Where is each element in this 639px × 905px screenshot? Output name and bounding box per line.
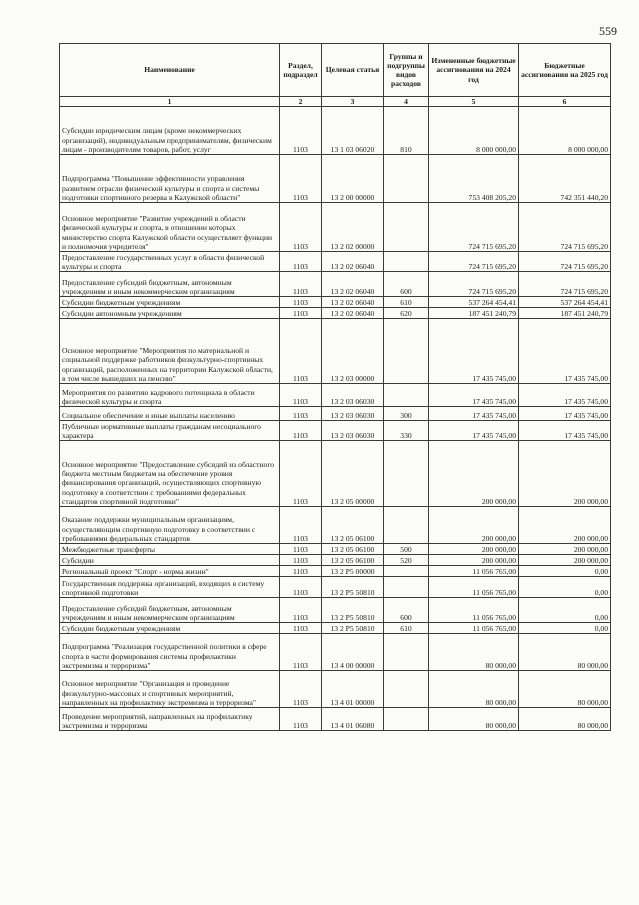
- row-name: Мероприятия по развитию кадрового потенциала в области физической культуры и спорта: [60, 384, 280, 407]
- row-group: [384, 203, 429, 252]
- row-group: [384, 155, 429, 203]
- table-row: [60, 441, 611, 507]
- column-number: 1: [60, 97, 280, 107]
- row-section: 1103: [280, 566, 322, 577]
- page-number: 559: [599, 24, 617, 38]
- row-amount-2025: 200 000,00: [519, 555, 611, 566]
- row-target: 13 4 01 00000: [322, 671, 384, 708]
- row-section: 1103: [280, 441, 322, 507]
- table-row: [60, 107, 611, 155]
- row-amount-2025: 187 451 240,79: [519, 308, 611, 319]
- row-target: 13 2 P5 50810: [322, 623, 384, 634]
- row-amount-2025: 0,00: [519, 598, 611, 623]
- row-amount-2024: 11 056 765,00: [429, 598, 519, 623]
- row-group: 600: [384, 598, 429, 623]
- row-amount-2025: 0,00: [519, 577, 611, 598]
- row-group: [384, 634, 429, 671]
- table-row: [60, 407, 611, 421]
- row-amount-2025: 0,00: [519, 566, 611, 577]
- row-section: 1103: [280, 203, 322, 252]
- row-group: [384, 441, 429, 507]
- header-section: Раздел, подраздел: [280, 44, 322, 97]
- row-amount-2024: 17 435 745,00: [429, 319, 519, 384]
- row-amount-2025: 0,00: [519, 623, 611, 634]
- table-row: [60, 272, 611, 297]
- row-amount-2024: 187 451 240,79: [429, 308, 519, 319]
- table-row: [60, 308, 611, 319]
- row-section: 1103: [280, 384, 322, 407]
- row-amount-2025: 724 715 695,20: [519, 252, 611, 272]
- row-section: 1103: [280, 252, 322, 272]
- row-group: [384, 566, 429, 577]
- row-amount-2025: 200 000,00: [519, 544, 611, 555]
- row-section: 1103: [280, 623, 322, 634]
- table-row: [60, 566, 611, 577]
- row-section: 1103: [280, 577, 322, 598]
- row-target: 13 2 03 00000: [322, 319, 384, 384]
- row-name: Субсидии юридическим лицам (кроме некоммерческих организаций), индивидуальным предпринимателям, физическим лицам - производителям товаров, работ, услуг: [60, 107, 280, 155]
- table-row: [60, 297, 611, 308]
- row-section: 1103: [280, 598, 322, 623]
- table-row: [60, 623, 611, 634]
- row-name: Основное мероприятие "Мероприятия по материальной и социальной поддержке работников физкультурно-спортивных организаций, расположенных на территории Калужской области, в том числе вышедших на пенсию": [60, 319, 280, 384]
- row-name: Оказание поддержки муниципальным организациям, осуществляющим спортивную подготовку в соответствии с требованиями федеральных стандартов: [60, 507, 280, 544]
- row-amount-2025: 17 435 745,00: [519, 421, 611, 441]
- row-amount-2024: 80 000,00: [429, 708, 519, 731]
- table-row: [60, 555, 611, 566]
- header-name: Наименование: [60, 44, 280, 97]
- row-name: Проведение мероприятий, направленных на профилактику экстремизма и терроризма: [60, 708, 280, 731]
- row-amount-2025: 80 000,00: [519, 671, 611, 708]
- row-target: 13 2 02 06040: [322, 308, 384, 319]
- row-amount-2024: 724 715 695,20: [429, 272, 519, 297]
- row-name: Предоставление государственных услуг в области физической культуры и спорта: [60, 252, 280, 272]
- row-target: 13 2 02 00000: [322, 203, 384, 252]
- row-name: Субсидии бюджетным учреждениям: [60, 297, 280, 308]
- row-amount-2025: 200 000,00: [519, 507, 611, 544]
- column-number: 3: [322, 97, 384, 107]
- header-target: Целевая статья: [322, 44, 384, 97]
- row-target: 13 2 P5 00000: [322, 566, 384, 577]
- row-section: 1103: [280, 155, 322, 203]
- row-amount-2024: 80 000,00: [429, 671, 519, 708]
- row-amount-2024: 17 435 745,00: [429, 407, 519, 421]
- table-row: [60, 203, 611, 252]
- row-group: [384, 384, 429, 407]
- row-section: 1103: [280, 634, 322, 671]
- row-section: 1103: [280, 297, 322, 308]
- row-name: Межбюджетные трансферты: [60, 544, 280, 555]
- row-target: 13 2 02 06040: [322, 297, 384, 308]
- table-row: [60, 252, 611, 272]
- row-name: Основное мероприятие "Развитие учреждений в области физической культуры и спорта, в отношении которых министерство спорта Калужской области осуществляет функции и полномочия учредителя": [60, 203, 280, 252]
- row-section: 1103: [280, 708, 322, 731]
- row-amount-2024: 753 408 205,20: [429, 155, 519, 203]
- row-target: 13 2 02 06040: [322, 252, 384, 272]
- row-section: 1103: [280, 407, 322, 421]
- row-amount-2024: 200 000,00: [429, 555, 519, 566]
- row-target: 13 4 00 00000: [322, 634, 384, 671]
- row-name: Региональный проект "Спорт - норма жизни": [60, 566, 280, 577]
- header-groups: Группы и подгруппы видов расходов: [384, 44, 429, 97]
- row-amount-2024: 80 000,00: [429, 634, 519, 671]
- row-amount-2024: 724 715 695,20: [429, 203, 519, 252]
- column-number-row: [60, 97, 611, 107]
- row-target: 13 2 05 00000: [322, 441, 384, 507]
- row-amount-2024: 8 000 000,00: [429, 107, 519, 155]
- row-name: Публичные нормативные выплаты гражданам несоциального характера: [60, 421, 280, 441]
- table-row: [60, 384, 611, 407]
- row-section: 1103: [280, 544, 322, 555]
- row-amount-2024: 200 000,00: [429, 441, 519, 507]
- row-target: 13 2 05 06100: [322, 507, 384, 544]
- row-amount-2024: 200 000,00: [429, 507, 519, 544]
- table-row: [60, 421, 611, 441]
- row-target: 13 2 02 06040: [322, 272, 384, 297]
- row-amount-2024: 11 056 765,00: [429, 623, 519, 634]
- row-name: Основное мероприятие "Организация и проведение физкультурно-массовых и спортивных мероприятий, направленных на профилактику экстремизма и терроризма": [60, 671, 280, 708]
- table-row: [60, 634, 611, 671]
- row-amount-2024: 11 056 765,00: [429, 566, 519, 577]
- row-group: 620: [384, 308, 429, 319]
- table-row: [60, 671, 611, 708]
- row-amount-2025: 200 000,00: [519, 441, 611, 507]
- row-section: 1103: [280, 107, 322, 155]
- row-name: Предоставление субсидий бюджетным, автономным учреждениям и иным некоммерческим организациям: [60, 272, 280, 297]
- row-group: [384, 252, 429, 272]
- row-group: 810: [384, 107, 429, 155]
- row-amount-2025: 537 264 454,41: [519, 297, 611, 308]
- table-row: [60, 319, 611, 384]
- row-name: Субсидии: [60, 555, 280, 566]
- row-group: 520: [384, 555, 429, 566]
- row-target: 13 2 00 00000: [322, 155, 384, 203]
- row-target: 13 2 05 06100: [322, 555, 384, 566]
- budget-table: [59, 43, 611, 731]
- column-number: 2: [280, 97, 322, 107]
- row-target: 13 2 03 06030: [322, 407, 384, 421]
- table-row: [60, 507, 611, 544]
- row-name: Предоставление субсидий бюджетным, автономным учреждениям и иным некоммерческим организациям: [60, 598, 280, 623]
- row-group: [384, 577, 429, 598]
- row-name: Основное мероприятие "Предоставление субсидий из областного бюджета местным бюджетам на обеспечение уровня финансирования организаций, осуществляющих спортивную подготовку в соответствии с требованиями федеральных стандартов спортивной подготовки": [60, 441, 280, 507]
- column-number: 6: [519, 97, 611, 107]
- row-amount-2024: 17 435 745,00: [429, 421, 519, 441]
- row-target: 13 2 P5 50810: [322, 577, 384, 598]
- row-amount-2025: 742 351 440,20: [519, 155, 611, 203]
- table-row: [60, 708, 611, 731]
- row-group: [384, 319, 429, 384]
- row-amount-2024: 17 435 745,00: [429, 384, 519, 407]
- row-amount-2024: 724 715 695,20: [429, 252, 519, 272]
- row-group: 610: [384, 297, 429, 308]
- row-name: Социальное обеспечение и иные выплаты населению: [60, 407, 280, 421]
- row-section: 1103: [280, 671, 322, 708]
- row-section: 1103: [280, 272, 322, 297]
- row-amount-2025: 724 715 695,20: [519, 272, 611, 297]
- row-group: 610: [384, 623, 429, 634]
- row-name: Подпрограмма "Реализация государственной политики в сфере спорта в части формирования системы профилактики экстремизма и терроризма": [60, 634, 280, 671]
- row-amount-2025: 17 435 745,00: [519, 319, 611, 384]
- row-amount-2025: 80 000,00: [519, 634, 611, 671]
- row-target: 13 2 05 06100: [322, 544, 384, 555]
- row-amount-2025: 17 435 745,00: [519, 407, 611, 421]
- table-row: [60, 577, 611, 598]
- row-group: 500: [384, 544, 429, 555]
- row-section: 1103: [280, 555, 322, 566]
- row-group: 600: [384, 272, 429, 297]
- row-amount-2024: 200 000,00: [429, 544, 519, 555]
- table-row: [60, 598, 611, 623]
- row-amount-2025: 80 000,00: [519, 708, 611, 731]
- row-amount-2024: 11 056 765,00: [429, 577, 519, 598]
- row-target: 13 2 P5 50810: [322, 598, 384, 623]
- row-target: 13 2 03 06030: [322, 421, 384, 441]
- table-row: [60, 155, 611, 203]
- header-changed-2024: Измененные бюджетные ассигнования на 2024 год: [429, 44, 519, 97]
- row-name: Подпрограмма "Повышение эффективности управления развитием отрасли физической культуры и спорта и системы подготовки спортивного резерва в Калужской области": [60, 155, 280, 203]
- row-name: Государственная поддержка организаций, входящих в систему спортивной подготовки: [60, 577, 280, 598]
- row-amount-2024: 537 264 454,41: [429, 297, 519, 308]
- row-amount-2025: 8 000 000,00: [519, 107, 611, 155]
- row-group: [384, 671, 429, 708]
- row-amount-2025: 724 715 695,20: [519, 203, 611, 252]
- row-group: 300: [384, 407, 429, 421]
- row-section: 1103: [280, 507, 322, 544]
- row-group: 330: [384, 421, 429, 441]
- table-row: [60, 544, 611, 555]
- column-number: 5: [429, 97, 519, 107]
- row-target: 13 1 03 06020: [322, 107, 384, 155]
- row-group: [384, 507, 429, 544]
- row-target: 13 4 01 06080: [322, 708, 384, 731]
- row-section: 1103: [280, 421, 322, 441]
- header-budget-2025: Бюджетные ассигнования на 2025 год: [519, 44, 611, 97]
- row-section: 1103: [280, 319, 322, 384]
- header-row: [60, 44, 611, 97]
- row-group: [384, 708, 429, 731]
- row-amount-2025: 17 435 745,00: [519, 384, 611, 407]
- row-section: 1103: [280, 308, 322, 319]
- row-name: Субсидии бюджетным учреждениям: [60, 623, 280, 634]
- row-target: 13 2 03 06030: [322, 384, 384, 407]
- row-name: Субсидии автономным учреждениям: [60, 308, 280, 319]
- column-number: 4: [384, 97, 429, 107]
